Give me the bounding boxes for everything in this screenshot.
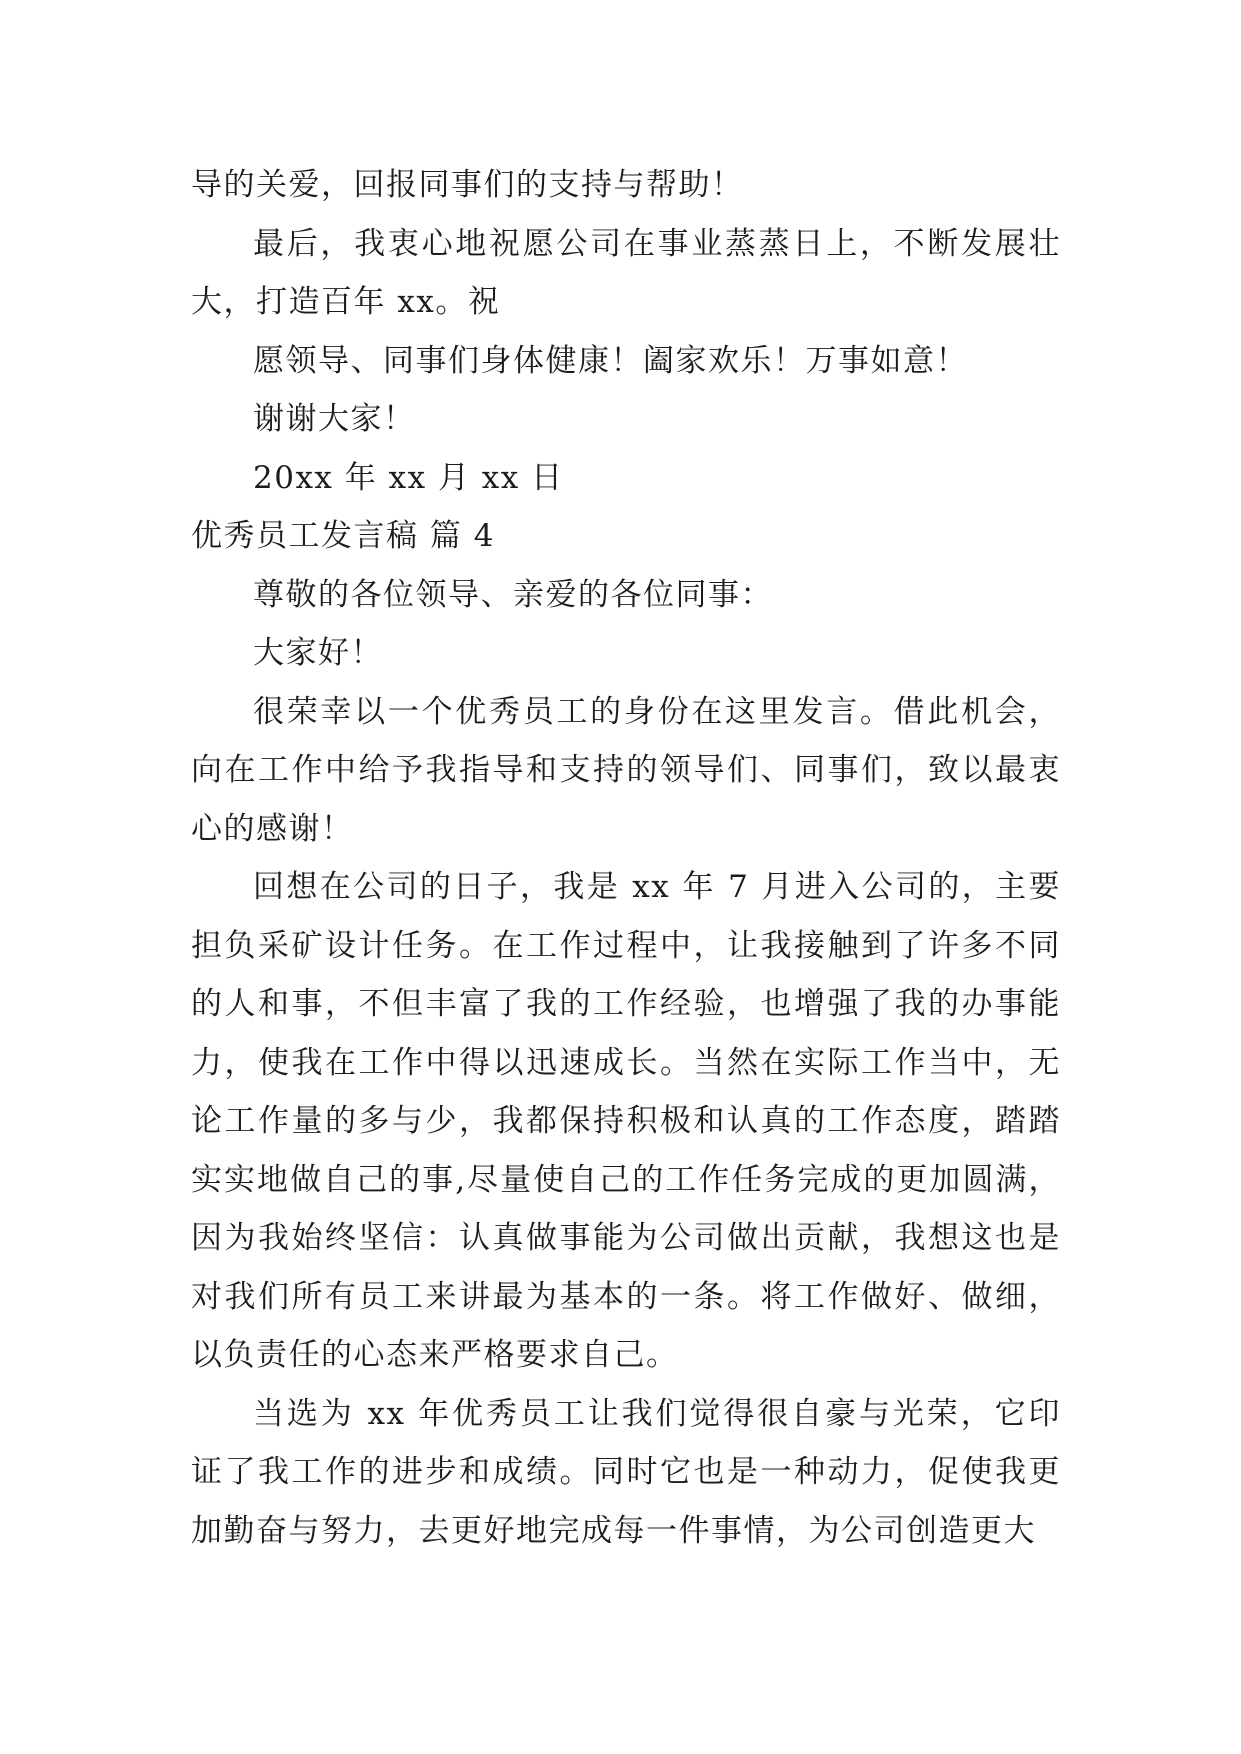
paragraph-date: 20xx 年 xx 月 xx 日 [253,459,564,496]
paragraph-greeting: 大家好！ [253,635,383,671]
paragraph-thank-you: 谢谢大家！ [253,401,416,437]
document-body [191,156,1061,1560]
paragraph-wishes-company: 最后，我衷心地祝愿公司在事业蒸蒸日上，不断发展壮大，打造百年 xx。祝 [191,225,1061,320]
paragraph-award: 当选为 xx 年优秀员工让我们觉得很自豪与光荣，它印证了我工作的进步和成绩。同时它也是一种动力，促使我更加勤奋与努力，去更好地完成每一件事情，为公司创造更大 [191,1395,1061,1549]
paragraph-salutation: 尊敬的各位领导、亲爱的各位同事： [253,576,773,613]
paragraph-honor: 很荣幸以一个优秀员工的身份在这里发言。借此机会，向在工作中给予我指导和支持的领导们、同事们，致以最衷心的感谢！ [191,693,1061,847]
paragraph-work-review: 回想在公司的日子，我是 xx 年 7 月进入公司的，主要担负采矿设计任务。在工作过程中，让我接触到了许多不同的人和事，不但丰富了我的工作经验，也增强了我的办事能力，使我在工作中得以迅速成长。当然在实际工作当中，无论工作量的多与少，我都保持积极和认真的工作态度，踏踏实实地做自己的事,尽量使自己的工作任务完成的更加圆满，因为我始终坚信：认真做事能为公司做出贡献，我想这也是对我们所有员工来讲最为基本的一条。将工作做好、做细，以负责任的心态来严格要求自己。 [191,869,1061,1373]
section-title: 优秀员工发言稿 篇 4 [191,518,495,554]
paragraph-wishes-colleagues: 愿领导、同事们身体健康！阖家欢乐！万事如意！ [253,342,968,379]
paragraph-closing-thanks: 导的关爱，回报同事们的支持与帮助！ [191,167,744,203]
